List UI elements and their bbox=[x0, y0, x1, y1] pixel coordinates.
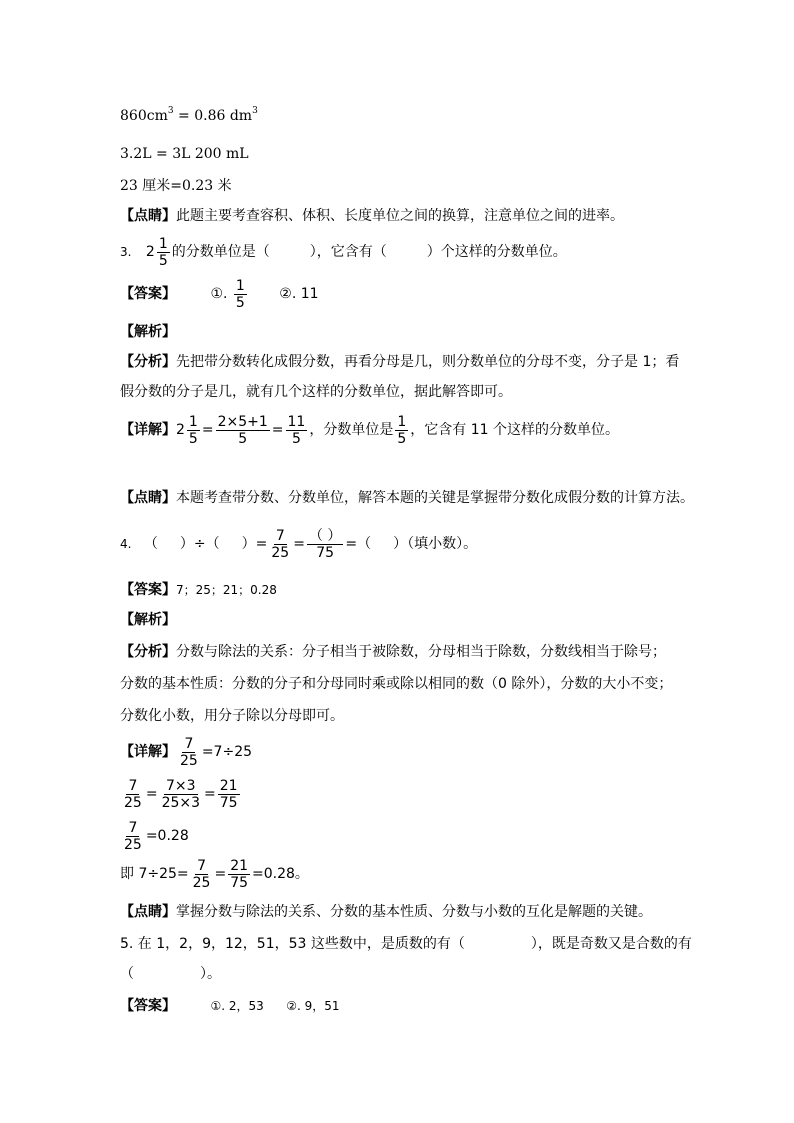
dianjing-note-3: 【点睛】本题考查带分数、分数单位，解答本题的关键是掌握带分数化成假分数的计算方法。 bbox=[120, 490, 694, 506]
xj4-s4-frac2: $\frac{21}{75}$ bbox=[230, 857, 249, 891]
answer-5: 【答案】 ①. 2，53 ②. 9，51 bbox=[120, 998, 340, 1014]
question-4: 4. （ ）÷（ ）= $\frac{7}{25}$ = $\frac{( )}{75}$ =（ ）（填小数）。 bbox=[120, 527, 478, 561]
xj4-s2-frac3: $\frac{21}{75}$ bbox=[219, 777, 238, 811]
question-5-line1: 5. 在 1，2，9，12，51，53 这些数中，是质数的有（ ），既是奇数又是合数的有 bbox=[120, 936, 692, 952]
xj4-s1-frac: $\frac{7}{25}$ bbox=[180, 735, 198, 769]
answer-4: 【答案】7；25；21；0.28 bbox=[120, 582, 277, 598]
xj3-frac-3: $\frac{11}{5}$ bbox=[287, 413, 306, 447]
xiangjie-3: 【详解】2 $\frac{1}{5}$ = $\frac{2\times 5+1}{5}$ = $\frac{11}{5}$ ，分数单位是 $\frac{1}{5}$ ，它含有 11 个这样的分数单位。 bbox=[120, 413, 619, 447]
xiangjie-4-step4: 即 7÷25= $\frac{7}{25}$ = $\frac{21}{75}$ =0.28。 bbox=[120, 857, 309, 891]
q4-frac-2: $\frac{( )}{75}$ bbox=[308, 527, 342, 561]
fenxi-3-line2: 假分数的分子是几，就有几个这样的分数单位，据此解答即可。 bbox=[120, 384, 512, 400]
xj4-s2-frac1: $\frac{7}{25}$ bbox=[124, 777, 142, 811]
jiexi-heading-4: 【解析】 bbox=[120, 612, 176, 628]
fenxi-4-line1: 【分析】分数与除法的关系：分子相当于被除数，分母相当于除数，分数线相当于除号； bbox=[120, 644, 666, 660]
dianjing-note-4: 【点睛】掌握分数与除法的关系、分数的基本性质、分数与小数的互化是解题的关键。 bbox=[120, 904, 652, 920]
xiangjie-4-step2: $\frac{7}{25}$ = $\frac{7\times 3}{25\times 3}$ = $\frac{21}{75}$ bbox=[124, 777, 238, 811]
xj4-s2-frac2: $\frac{7\times 3}{25\times 3}$ bbox=[161, 777, 201, 811]
xj3-frac-4: $\frac{1}{5}$ bbox=[397, 413, 407, 447]
xiangjie-4-step1: 【详解】 $\frac{7}{25}$ =7÷25 bbox=[120, 735, 253, 769]
answer-3: 【答案】 ①. $\frac{1}{5}$ ②. 11 bbox=[120, 277, 319, 311]
conversion-line-capacity: 3.2L = 3L 200 mL bbox=[120, 146, 249, 162]
jiexi-heading-3: 【解析】 bbox=[120, 324, 176, 340]
answer-fraction: $\frac{1}{5}$ bbox=[235, 277, 245, 311]
q4-frac-1: $\frac{7}{25}$ bbox=[271, 527, 290, 561]
xj4-s3-frac: $\frac{7}{25}$ bbox=[124, 819, 142, 853]
answer-tag: 【答案】 bbox=[120, 286, 176, 302]
fenxi-4-line2: 分数的基本性质：分数的分子和分母同时乘或除以相同的数（0 除外），分数的大小不变； bbox=[120, 676, 673, 692]
mixed-fraction: $\frac{1}{5}$ bbox=[158, 235, 168, 269]
xiangjie-4-step3: $\frac{7}{25}$ =0.28 bbox=[124, 819, 189, 853]
question-5-line2: （ ）。 bbox=[120, 966, 221, 982]
fenxi-4-line3: 分数化小数，用分子除以分母即可。 bbox=[120, 708, 344, 724]
xj3-frac-1: $\frac{1}{5}$ bbox=[188, 413, 198, 447]
xj4-s4-frac1: $\frac{7}{25}$ bbox=[192, 857, 211, 891]
fenxi-3-line1: 【分析】先把带分数转化成假分数，再看分母是几，则分数单位的分母不变，分子是 1；看 bbox=[120, 354, 680, 370]
question-3: 3. 2 $\frac{1}{5}$ 的分数单位是（ ），它含有（ ）个这样的分数单位。 bbox=[120, 235, 567, 269]
conversion-line-length: 23 厘米=0.23 米 bbox=[120, 178, 232, 194]
conversion-line-volume: $860cm^3 = 0.86$ $dm^3$ bbox=[120, 106, 258, 124]
xj3-frac-2: $\frac{2\times 5+1}{5}$ bbox=[217, 413, 268, 447]
dianjing-note-1: 【点睛】此题主要考查容积、体积、长度单位之间的换算，注意单位之间的进率。 bbox=[120, 208, 624, 224]
dianjing-tag: 【点睛】 bbox=[120, 208, 176, 224]
